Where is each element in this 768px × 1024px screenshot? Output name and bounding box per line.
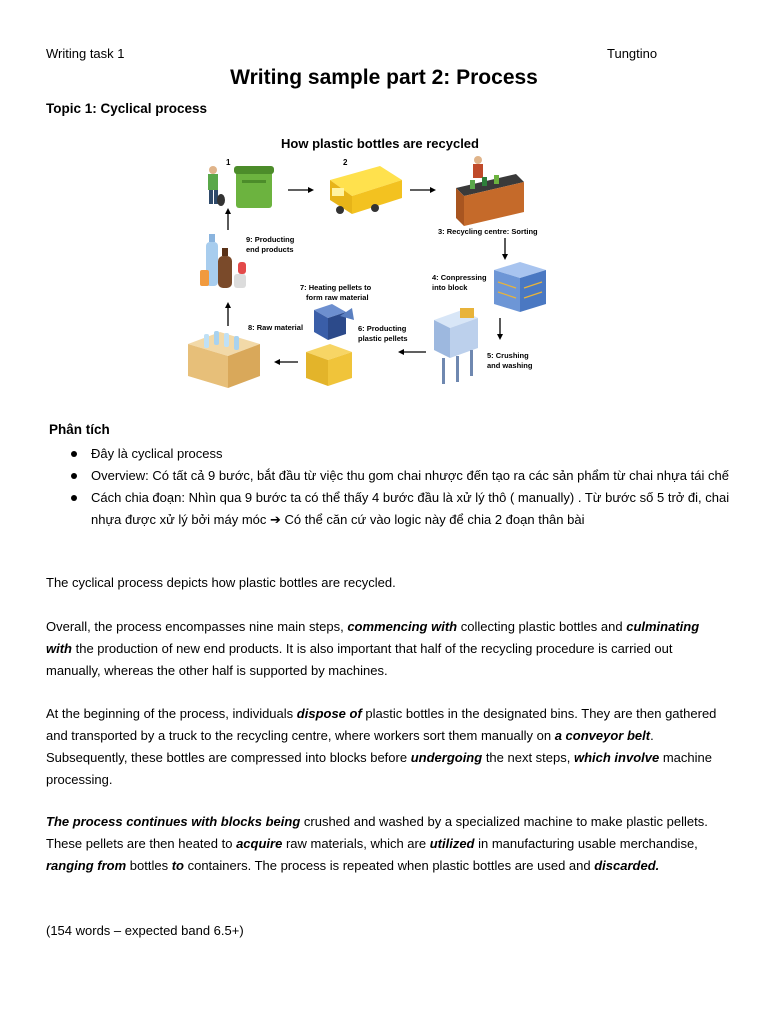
- heating-machine-icon: [306, 304, 354, 386]
- step-7-label-b: form raw material: [306, 293, 369, 302]
- essay-intro: The cyclical process depicts how plastic bottles are recycled.: [46, 575, 396, 590]
- recycling-bin-icon: [234, 166, 274, 208]
- word-count: (154 words – expected band 6.5+): [46, 923, 244, 938]
- step-4-label-b: into block: [432, 283, 468, 292]
- step-9-label-b: end products: [246, 245, 294, 254]
- essay-overview: Overall, the process encompasses nine main steps, commencing with collecting plastic bottles and culminating with the production of new end products. It is also important that half of the recycling procedure is carried out manually, whereas the other half is supported by machines.: [46, 619, 700, 678]
- list-item: [72, 487, 732, 531]
- analysis-heading: Phân tích: [49, 422, 110, 437]
- step-5-label-a: 5: Crushing: [487, 351, 529, 360]
- truck-icon: [330, 166, 402, 214]
- list-item: Đây là cyclical process: [72, 443, 732, 465]
- recycling-process-diagram: [180, 130, 580, 392]
- step-7-label-a: 7: Heating pellets to: [300, 283, 372, 292]
- diagram-title: How plastic bottles are recycled: [281, 136, 479, 151]
- header-right: Tungtino: [607, 46, 658, 61]
- header-left: Writing task 1: [46, 46, 125, 61]
- essay-body-1: At the beginning of the process, individuals dispose of plastic bottles in the designated bins. They are then gathered and transported by a truck to the recycling centre, where workers sort them manually on a conveyor belt. Subsequently, these bottles are compressed into blocks before undergoing the next steps, which involve machine processing.: [46, 706, 717, 787]
- step-9-label-a: 9: Producting: [246, 235, 295, 244]
- analysis-list: [72, 443, 732, 531]
- step-2-label: 2: [343, 158, 348, 167]
- step-5-label-b: and washing: [487, 361, 533, 370]
- list-item-text: Cách chia đoạn: Nhìn qua 9 bước ta có thể thấy 4 bước đầu là xử lý thô ( manually) . Từ bước số 5 trở đi, chai nhựa được xử lý bởi máy móc: [91, 490, 730, 527]
- step-8-label: 8: Raw material: [248, 323, 304, 332]
- step-6-label-b: plastic pellets: [358, 334, 408, 343]
- list-item: Overview: Có tất cả 9 bước, bắt đầu từ việc thu gom chai nhược đến tạo ra các sản phẩm từ chai nhựa tái chế: [72, 465, 732, 487]
- step-3-label: 3: Recycling centre: Sorting: [438, 227, 538, 236]
- essay-body-2: The process continues with blocks being crushed and washed by a specialized machine to make plastic pellets. These pellets are then heated to acquire raw materials, which are utilized in manufacturing usable merchandise, ranging from bottles to containers. The process is repeated when plastic bottles are used and discarded.: [46, 814, 708, 873]
- step-6-label-a: 6: Producting: [358, 324, 407, 333]
- compressed-block-icon: [494, 262, 546, 312]
- arrow-icon: ➔: [270, 512, 281, 527]
- end-products-icon: [200, 234, 246, 288]
- step-1-label: 1: [226, 158, 231, 167]
- box-of-bottles-icon: [188, 331, 260, 388]
- page-title: Writing sample part 2: Process: [230, 66, 538, 89]
- conveyor-belt-icon: [456, 156, 524, 226]
- step-4-label-a: 4: Conpressing: [432, 273, 487, 282]
- crushing-machine-icon: [434, 308, 478, 384]
- list-item-text: Có thể căn cứ vào logic này để chia 2 đoạn thân bài: [280, 512, 585, 527]
- topic-heading: Topic 1: Cyclical process: [46, 101, 208, 116]
- person-icon: [208, 166, 225, 206]
